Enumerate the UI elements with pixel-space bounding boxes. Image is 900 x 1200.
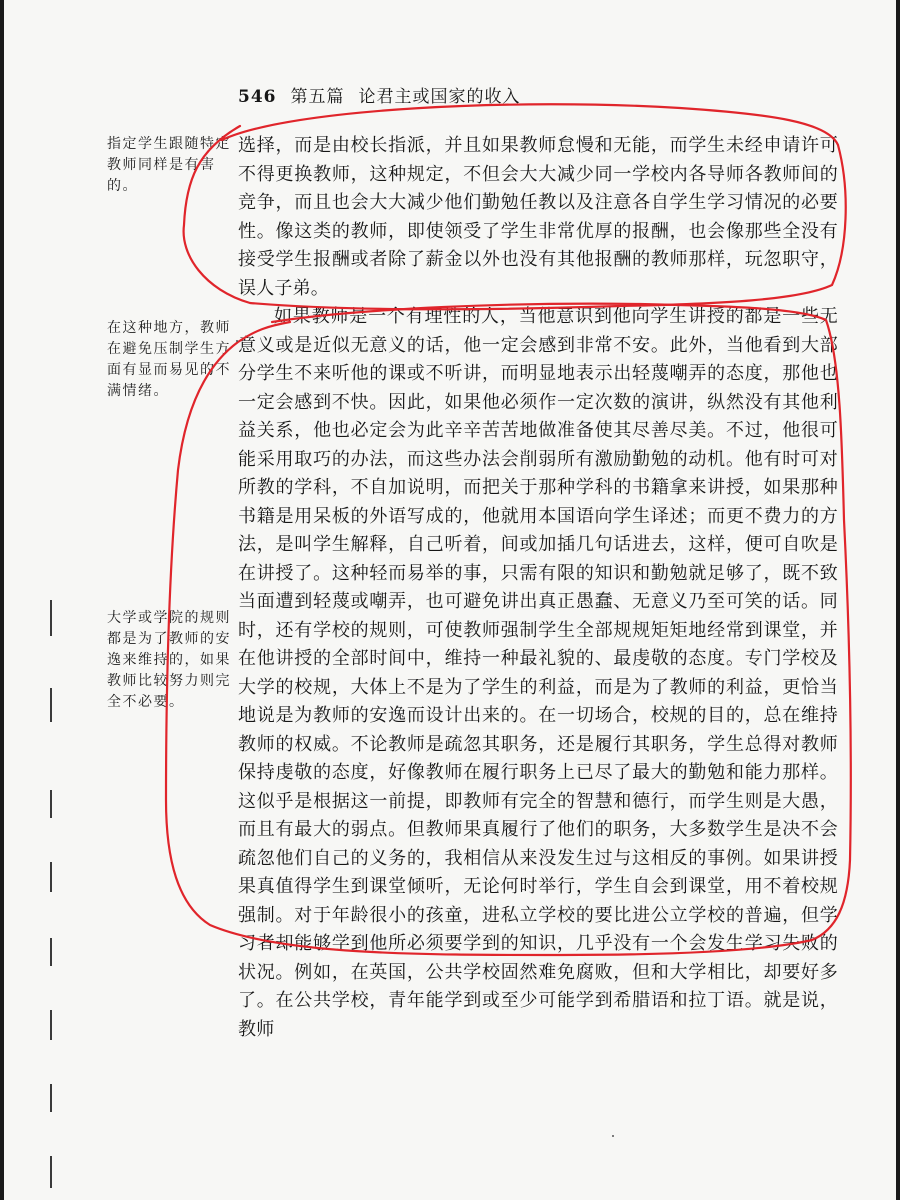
paragraph: 选择，而是由校长指派，并且如果教师怠慢和无能，而学生未经申请许可不得更换教师，这种规定，不但会大大减少同一学校内各导师各教师间的竞争，而且也会大大减少他们勤勉任教以及注意各自学生学习情况的必要性。像这类的教师，即使领受了学生非常优厚的报酬，也会像那些全没有接受学生报酬或者除了薪金以外也没有其他报酬的教师那样，玩忽职守，误人子弟。 <box>238 135 838 299</box>
bar-mark <box>50 862 52 892</box>
margin-note: 大学或学院的规则都是为了教师的安逸来维持的，如果教师比较努力则完全不必要。 <box>107 610 231 710</box>
paragraph: 如果教师是一个有理性的人，当他意识到他向学生讲授的都是一些无意义或是近似无意义的话，他一定会感到非常不安。此外，当他看到大部分学生不来听他的课或不听讲，而明显地表示出轻蔑嘲弄的态度，那他也一定会感到不快。因此，如果他必须作一定次数的演讲，纵然没有其他利益关系，他也必定会为此辛辛苦苦地做准备使其尽善尽美。不过，他很可能采用取巧的办法，而这些办法会削弱所有激励勤勉的动机。他有时可对所教的学科，不自加说明，而把关于那种学科的书籍拿来讲授，如果那种书籍是用呆板的外语写成的，他就用本国语向学生译述；而更不费力的方法，是叫学生解释，自己听着，间或加插几句话进去，这样，便可自吹是在讲授了。这种轻而易举的事，只需有限的知识和勤勉就足够了，既不致当面遭到轻蔑或嘲弄，也可避免讲出真正愚蠢、无意义乃至可笑的话。同时，还有学校的规则，可使教师强制学生全部规规矩矩地经常到课堂，并在他讲授的全部时间中，维持一种最礼貌的、最虔敬的态度。专门学校及大学的校规，大体上不是为了学生的利益，而是为了教师的利益，更恰当地说是为教师的安逸而设计出来的。在一切场合，校规的目的，总在维持教师的权威。不论教师是疏忽其职务，还是履行其职务，学生总得对教师保持虔敬的态度，好像教师在履行职务上已尽了最大的勤勉和能力那样。这似乎是根据这一前提，即教师有完全的智慧和德行，而学生则是大愚，而且有最大的弱点。但教师果真履行了他们的职务，大多数学生是决不会疏忽他们自己的义务的，我相信从来没发生过与这相反的事例。如果讲授果真值得学生到课堂倾听，无论何时举行，学生自会到课堂，用不着校规强制。对于年龄很小的孩童，进私立学校的要比进公立学校的普遍，但学习者却能够学到他所必须要学到的知识，几乎没有一个会发生学习失败的状况。例如，在英国，公共学校固然难免腐败，但和大学相比，却要好多了。在公共学校，青年能学到或至少可能学到希腊语和拉丁语。就是说，教师 <box>238 306 838 1040</box>
bar-mark <box>50 938 52 966</box>
bar-mark <box>50 1156 52 1188</box>
bar-mark <box>50 600 52 636</box>
page-number: 546 <box>238 87 277 107</box>
section-label: 第五篇 <box>290 87 345 107</box>
bar-mark <box>50 1010 52 1040</box>
bar-mark <box>50 1084 52 1112</box>
margin-bar-marks <box>50 600 56 1190</box>
margin-note: 指定学生跟随特定教师同样是有害的。 <box>107 136 231 194</box>
body-text <box>238 132 838 1044</box>
running-head <box>238 82 521 107</box>
bar-mark <box>50 790 52 818</box>
scan-speck <box>612 1135 614 1137</box>
page-edge-left <box>0 0 4 1200</box>
page-edge-right <box>896 0 900 1200</box>
scan-speck <box>236 340 238 342</box>
margin-note: 在这种地方，教师在避免压制学生方面有显而易见的不满情绪。 <box>107 320 231 399</box>
bar-mark <box>50 688 52 722</box>
chapter-title: 论君主或国家的收入 <box>358 87 521 107</box>
